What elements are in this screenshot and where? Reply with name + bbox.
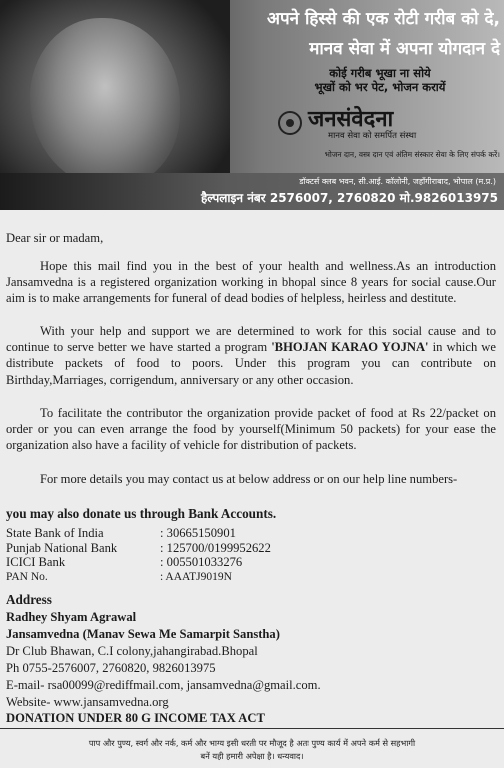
address-band bbox=[0, 173, 504, 210]
greeting: Dear sir or madam, bbox=[6, 231, 104, 245]
footer-line2: बनें यही हमारी अपेक्षा है। धन्यवाद। bbox=[200, 750, 304, 761]
footer bbox=[0, 728, 504, 768]
paragraph-contact: For more details you may contact us at below address or on our help line numbers- bbox=[40, 472, 458, 486]
org-name: जनसंवेदना bbox=[308, 107, 394, 132]
footer-line1: पाप और पुण्य, स्वर्ग और नर्क, कर्म और भाग्य इसी धरती पर मौजूद है अतः पुण्य कार्य में अपने कर्म से सहभागी bbox=[88, 738, 416, 748]
footer-text bbox=[6, 737, 498, 762]
program-name: 'BHOJAN KARAO YOJNA' bbox=[271, 340, 429, 355]
org-logo-block bbox=[268, 103, 494, 143]
donate-heading: you may also donate us through Bank Accounts. bbox=[6, 506, 277, 521]
banner-slogan-line3a: कोई गरीब भूखा ना सोये bbox=[329, 66, 431, 80]
child-face-image bbox=[30, 18, 180, 188]
banner-slogan-line3b: भूखों को भर पेट, भोजन करायें bbox=[314, 80, 446, 94]
contact-website: Website- www.jansamvedna.org bbox=[6, 695, 169, 709]
bank-value: : AAATJ9019N bbox=[160, 570, 232, 583]
banner-slogan-line2: मानव सेवा में अपना योगदान दे bbox=[309, 39, 500, 59]
address-heading: Address bbox=[6, 592, 52, 607]
paragraph-program-text-a: With your help and support we are determined to work for this social cause and to continue to serve better we have started a program bbox=[6, 324, 496, 355]
contact-org: Jansamvedna (Manav Sewa Me Samarpit Sanstha) bbox=[6, 627, 280, 641]
banner-slogan-line3 bbox=[260, 66, 500, 94]
tax-exemption-note: DONATION UNDER 80 G INCOME TAX ACT bbox=[6, 711, 265, 725]
paragraph-program-text-b: in which we distribute packets of food to poors. Under this program you can contribute on Birthday,Marriages, corrigendum, anniversary or any other occasion. bbox=[6, 340, 496, 387]
bank-accounts bbox=[6, 526, 271, 584]
paragraph-facilitate: To facilitate the contributor the organization provide packet of food at Rs 22/packet on order or you can even arrange the food by yourself(Minimum 50 packets) for your ease the organization also have a facility of vehicle for distribution of packets. bbox=[6, 406, 496, 453]
bank-row-pan bbox=[6, 570, 271, 585]
bank-label: PAN No. bbox=[6, 570, 48, 583]
contact-email: E-mail- rsa00099@rediffmail.com, jansamvedna@gmail.com. bbox=[6, 678, 321, 692]
paragraph-introduction: Hope this mail find you in the best of your health and wellness.As an introduction Jansamvedna is a registered organization working in bhopal since 8 years for social cause.Our aim is to make arrangements for funeral of dead bodies of helpless, heirless and destitute. bbox=[6, 259, 496, 306]
bank-value: : 30665150901 bbox=[160, 526, 236, 540]
bank-label: State Bank of India bbox=[6, 526, 104, 540]
bank-value: : 125700/0199952622 bbox=[160, 540, 271, 555]
bank-label: Punjab National Bank bbox=[6, 540, 118, 555]
org-logo-icon bbox=[278, 111, 302, 135]
contact-name: Radhey Shyam Agrawal bbox=[6, 610, 137, 624]
paragraph-program bbox=[6, 323, 496, 388]
services-text: भोजन दान, वस्त्र दान एवं अंतिम संस्कार सेवा के लिए संपर्क करें। bbox=[324, 150, 500, 159]
bank-row-icici bbox=[6, 555, 271, 570]
bank-value: : 005501033276 bbox=[160, 555, 243, 569]
bank-row-sbi bbox=[6, 526, 271, 541]
bank-row-pnb bbox=[6, 541, 271, 556]
contact-address-line: Dr Club Bhawan, C.I colony,jahangirabad.Bhopal bbox=[6, 644, 258, 658]
org-tagline: मानव सेवा को समर्पित संस्था bbox=[328, 131, 417, 141]
bank-label: ICICI Bank bbox=[6, 555, 66, 569]
header-banner bbox=[0, 0, 504, 210]
banner-slogan-line1: अपने हिस्से की एक रोटी गरीब को दे, bbox=[266, 9, 500, 29]
contact-phone: Ph 0755-2576007, 2760820, 9826013975 bbox=[6, 661, 216, 675]
banner-address: डॉक्टर्स क्लब भवन, सी.आई. कॉलोनी, जहाँगीराबाद, भोपाल (म.प्र.) bbox=[299, 177, 496, 186]
banner-helpline: हैल्पलाइन नंबर 2576007, 2760820 मो.9826013975 bbox=[200, 191, 498, 205]
